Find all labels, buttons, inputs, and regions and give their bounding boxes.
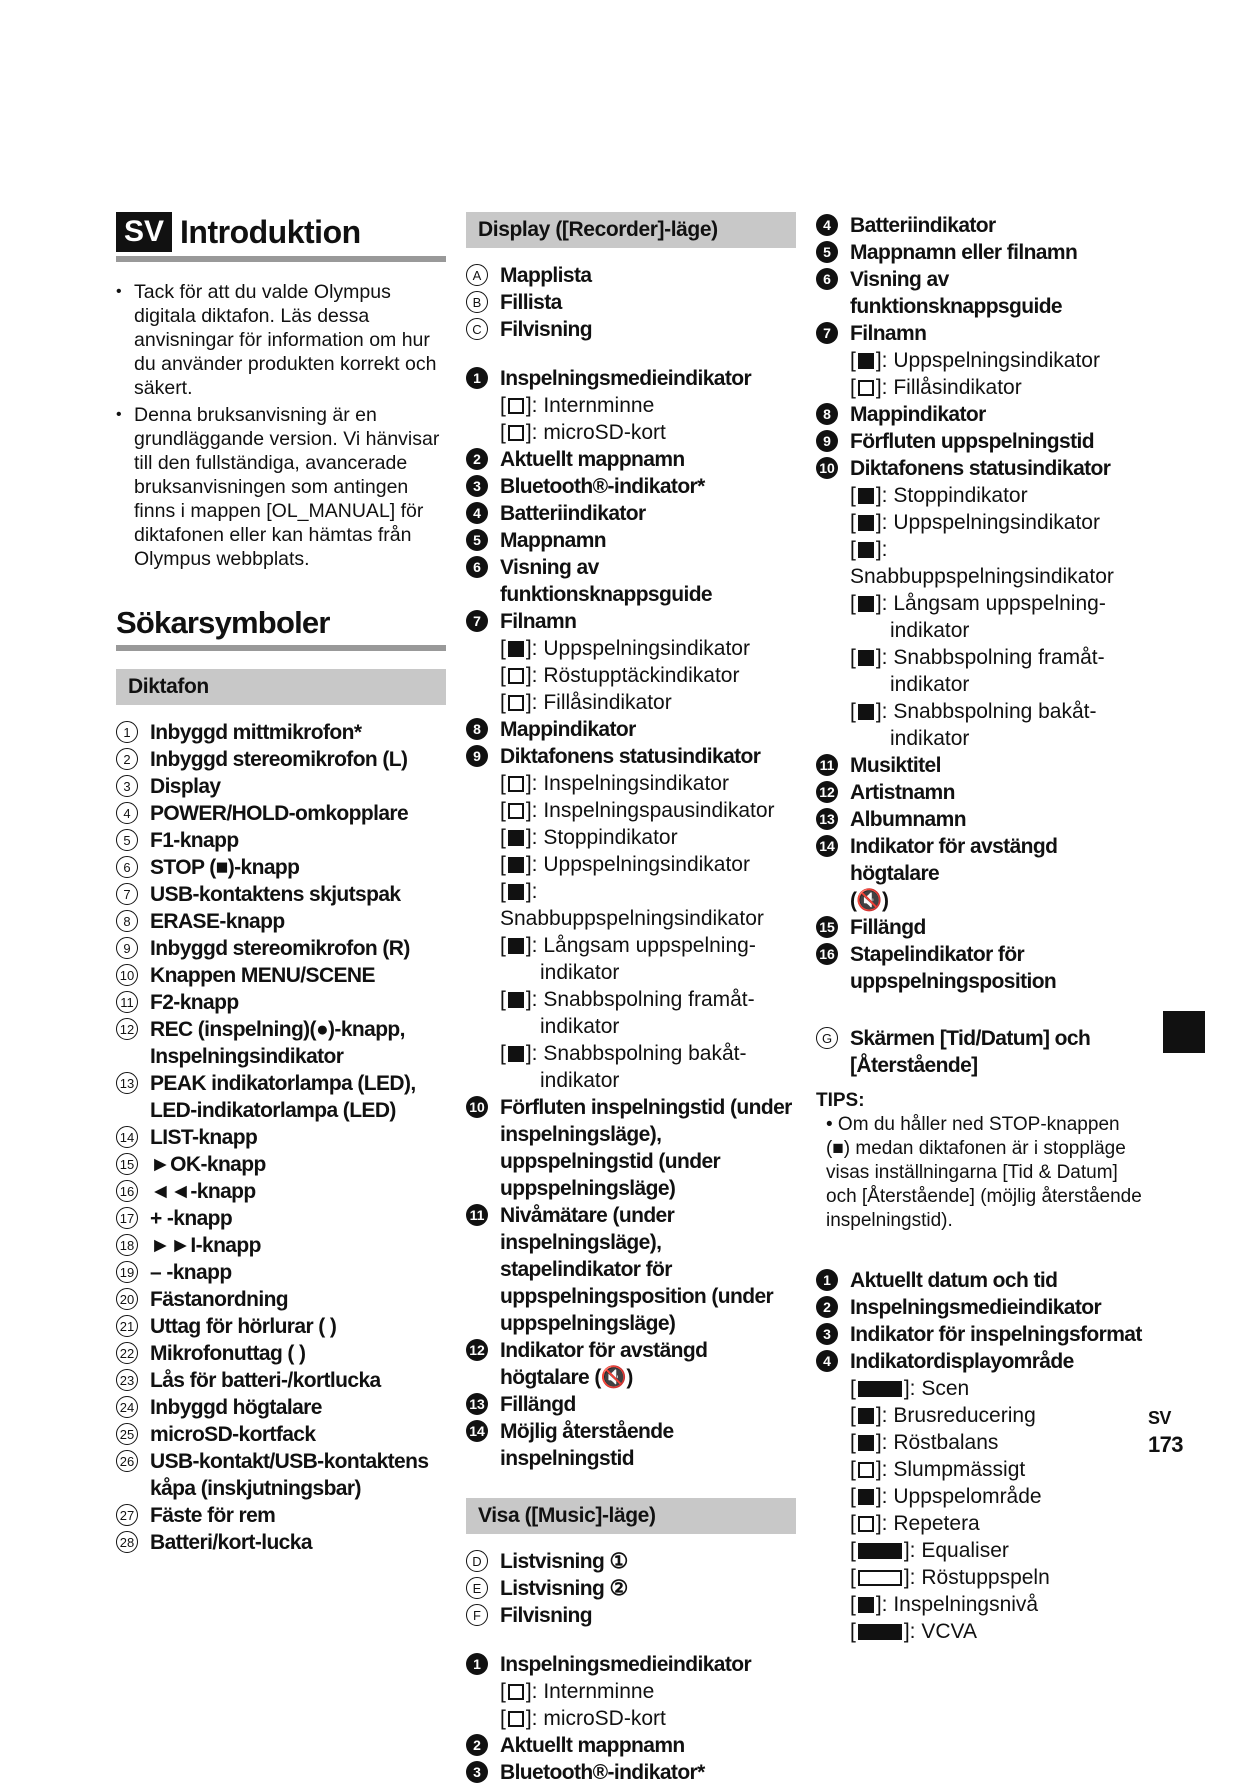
sub-item: [ ]: microSD-kort bbox=[500, 421, 666, 444]
number-marker: 12 bbox=[116, 1018, 138, 1040]
list-item: G Skärmen [Tid/Datum] och [Återstående] bbox=[816, 1025, 1146, 1079]
sub-item: [ ]: Internminne bbox=[500, 1680, 655, 1703]
symbol-item bbox=[116, 1178, 446, 1205]
screen-g-list bbox=[816, 1025, 1146, 1079]
letter-marker: E bbox=[466, 1577, 488, 1599]
number-marker: 8 bbox=[116, 910, 138, 932]
sub-item: [ ]: Inspelningsindikator bbox=[500, 772, 729, 795]
number-marker: 4 bbox=[116, 802, 138, 824]
page-number: 173 bbox=[1148, 1432, 1183, 1457]
list-item: D Listvisning ① bbox=[466, 1548, 796, 1575]
letter-marker: G bbox=[816, 1027, 838, 1049]
symbol-label: F2-knapp bbox=[150, 991, 239, 1014]
rewind-icon bbox=[508, 1046, 524, 1062]
stop-icon bbox=[858, 488, 874, 504]
symbol-label: PEAK indikatorlampa (LED), LED-indikatorlampa (LED) bbox=[150, 1072, 416, 1122]
sub-item: [ ]: Stoppindikator bbox=[850, 484, 1028, 507]
repeat-icon bbox=[858, 1516, 874, 1532]
intro-bullet: • Denna bruksanvisning är en grundläggande version. Vi hänvisar till den fullständiga, avancerade bruksanvisningen som antingen finns i mappen [OL_MANUAL] för diktafonen eller kan hämtas från Olympus webbplats. bbox=[116, 403, 446, 571]
list-item: 1 Inspelningsmedieindikator bbox=[466, 365, 796, 392]
tips-text: • Om du håller ned STOP-knappen (■) medan diktafonen är i stoppläge visas inställningarna [Tid & Datum] och [Återstående] (möjlig återstående inspelningstid). bbox=[826, 1114, 1142, 1231]
number-marker: 11 bbox=[116, 991, 138, 1013]
list-item: 10 Förfluten inspelningstid (under inspelningsläge), uppspelningstid (under uppspelningsläge) bbox=[466, 1094, 796, 1202]
symbol-item bbox=[116, 881, 446, 908]
list-item: 3 Indikator för inspelningsformat bbox=[816, 1321, 1146, 1348]
column-middle bbox=[466, 212, 796, 1786]
intro-heading bbox=[116, 212, 446, 252]
internal-memory-icon bbox=[508, 398, 524, 414]
number-marker: 13 bbox=[116, 1072, 138, 1094]
list-item: 13 Fillängd bbox=[466, 1391, 796, 1418]
list-item: 11 Musiktitel bbox=[816, 752, 1146, 779]
symbol-item bbox=[116, 854, 446, 881]
lock-icon bbox=[508, 695, 524, 711]
number-marker: 21 bbox=[116, 1315, 138, 1337]
number-marker: 25 bbox=[116, 1423, 138, 1445]
number-marker: 3 bbox=[116, 775, 138, 797]
list-item: 1 Inspelningsmedieindikator bbox=[466, 1651, 796, 1678]
sub-item: [ ]: Snabbuppspelningsindikator bbox=[500, 880, 764, 930]
column-left bbox=[116, 212, 446, 1556]
stop-icon bbox=[508, 830, 524, 846]
list-item: B Fillista bbox=[466, 289, 796, 316]
list-item: 3 Bluetooth®-indikator* bbox=[466, 473, 796, 500]
number-marker: 5 bbox=[116, 829, 138, 851]
symbol-item bbox=[116, 1016, 446, 1070]
search-symbols-rule bbox=[116, 645, 446, 651]
number-marker: 14 bbox=[116, 1126, 138, 1148]
symbol-item bbox=[116, 1259, 446, 1286]
rec-level-icon bbox=[858, 1597, 874, 1613]
symbol-label: ►OK-knapp bbox=[150, 1153, 266, 1176]
symbol-item bbox=[116, 1151, 446, 1178]
list-item: 8 Mappindikator bbox=[816, 401, 1146, 428]
list-item: 6 Visning av funktionsknappsguide bbox=[466, 554, 796, 608]
play-area-icon bbox=[858, 1489, 874, 1505]
sub-item: [ ]: Långsam uppspelning- indikator bbox=[500, 934, 756, 984]
number-marker: 1 bbox=[116, 721, 138, 743]
list-item: 11 Nivåmätare (under inspelningsläge), stapelindikator för uppspelningsposition (under uppspelningsläge) bbox=[466, 1202, 796, 1337]
symbol-label: Inbyggd mittmikrofon* bbox=[150, 721, 362, 744]
list-item: 13 Albumnamn bbox=[816, 806, 1146, 833]
list-item: 8 Mappindikator bbox=[466, 716, 796, 743]
sub-item: [ ]: Snabbspolning bakåt- indikator bbox=[850, 700, 1097, 750]
number-marker: 17 bbox=[116, 1207, 138, 1229]
symbol-label: STOP (■)-knapp bbox=[150, 856, 300, 879]
symbol-label: ERASE-knapp bbox=[150, 910, 285, 933]
music-numbered-list-a bbox=[466, 1651, 796, 1786]
number-marker: 19 bbox=[116, 1261, 138, 1283]
music-numbered-list-b bbox=[816, 212, 1146, 995]
symbol-item bbox=[116, 1448, 446, 1502]
list-item: 2 Aktuellt mappnamn bbox=[466, 446, 796, 473]
symbol-label: Lås för batteri-/kortlucka bbox=[150, 1369, 381, 1392]
voice-balance-icon bbox=[858, 1435, 874, 1451]
play-icon bbox=[508, 641, 524, 657]
symbol-item bbox=[116, 962, 446, 989]
list-item: 9 Förfluten uppspelningstid bbox=[816, 428, 1146, 455]
rewind-icon bbox=[858, 704, 874, 720]
fast-play-icon bbox=[858, 542, 874, 558]
list-item: 9 Diktafonens statusindikator bbox=[466, 743, 796, 770]
screen-g-numbered-list bbox=[816, 1267, 1146, 1645]
symbol-label: Knappen MENU/SCENE bbox=[150, 964, 375, 987]
symbol-item bbox=[116, 719, 446, 746]
symbol-item bbox=[116, 1421, 446, 1448]
letter-marker: A bbox=[466, 264, 488, 286]
sub-item: [ ]: Röstupptäckindikator bbox=[500, 664, 740, 687]
number-marker: 16 bbox=[116, 1180, 138, 1202]
symbol-label: ►►I-knapp bbox=[150, 1234, 261, 1257]
list-item: A Mapplista bbox=[466, 262, 796, 289]
symbol-item bbox=[116, 1367, 446, 1394]
random-icon bbox=[858, 1462, 874, 1478]
list-item: 12 Artistnamn bbox=[816, 779, 1146, 806]
number-marker: 9 bbox=[116, 937, 138, 959]
intro-title: Introduktion bbox=[180, 213, 361, 250]
symbol-label: Inbyggd stereomikrofon (L) bbox=[150, 748, 408, 771]
list-item: F Filvisning bbox=[466, 1602, 796, 1629]
sub-item: [ ]: Equaliser bbox=[850, 1539, 1009, 1562]
list-item: 7 Filnamn bbox=[466, 608, 796, 635]
scene-icon bbox=[858, 1381, 902, 1397]
list-item: 1 Aktuellt datum och tid bbox=[816, 1267, 1146, 1294]
sub-item: [ ]: Scen bbox=[850, 1377, 970, 1400]
sub-item: [ ]: Uppspelområde bbox=[850, 1485, 1042, 1508]
symbol-label: Inbyggd stereomikrofon (R) bbox=[150, 937, 410, 960]
symbol-item bbox=[116, 1340, 446, 1367]
play-icon bbox=[858, 515, 874, 531]
list-item: 7 Filnamn bbox=[816, 320, 1146, 347]
number-marker: 6 bbox=[116, 856, 138, 878]
symbol-label: – -knapp bbox=[150, 1261, 232, 1284]
voice-playback-icon bbox=[858, 1570, 902, 1586]
sub-item: [ ]: Snabbspolning framåt- indikator bbox=[850, 646, 1105, 696]
list-item: C Filvisning bbox=[466, 316, 796, 343]
sub-item: [ ]: Stoppindikator bbox=[500, 826, 678, 849]
internal-memory-icon bbox=[508, 1684, 524, 1700]
fast-play-icon bbox=[508, 884, 524, 900]
tips-heading: TIPS: bbox=[816, 1090, 865, 1111]
list-item: 10 Diktafonens statusindikator bbox=[816, 455, 1146, 482]
symbol-label: Display bbox=[150, 775, 221, 798]
sub-item: [ ]: microSD-kort bbox=[500, 1707, 666, 1730]
list-item: 4 Batteriindikator bbox=[816, 212, 1146, 239]
list-item: 6 Visning av funktionsknappsguide bbox=[816, 266, 1146, 320]
speaker-mute-icon: (🔇) bbox=[594, 1366, 633, 1389]
list-item: 2 Aktuellt mappnamn bbox=[466, 1732, 796, 1759]
recorder-display-heading: Display ([Recorder]-läge) bbox=[466, 212, 796, 248]
number-marker: 27 bbox=[116, 1504, 138, 1526]
list-item: E Listvisning ② bbox=[466, 1575, 796, 1602]
slow-play-icon bbox=[858, 596, 874, 612]
sub-item: [ ]: Uppspelningsindikator bbox=[850, 349, 1100, 372]
symbol-item bbox=[116, 1502, 446, 1529]
symbol-label: USB-kontaktens skjutspak bbox=[150, 883, 401, 906]
symbol-item bbox=[116, 1124, 446, 1151]
sub-item: [ ]: Uppspelningsindikator bbox=[500, 853, 750, 876]
letter-marker: F bbox=[466, 1604, 488, 1626]
sub-item: [ ]: Snabbspolning framåt- indikator bbox=[500, 988, 755, 1038]
number-marker: 24 bbox=[116, 1396, 138, 1418]
intro-bullets bbox=[116, 280, 446, 571]
symbol-item bbox=[116, 989, 446, 1016]
list-item: (🔇) bbox=[850, 889, 889, 912]
number-marker: 23 bbox=[116, 1369, 138, 1391]
symbol-item bbox=[116, 746, 446, 773]
symbol-label: Fästanordning bbox=[150, 1288, 289, 1311]
microsd-icon bbox=[508, 425, 524, 441]
symbol-item bbox=[116, 1070, 446, 1124]
symbol-label: USB-kontakt/USB-kontaktens kåpa (inskjutningsbar) bbox=[150, 1450, 429, 1500]
speaker-mute-icon: 🔇 bbox=[856, 889, 882, 912]
symbol-label: Inbyggd högtalare bbox=[150, 1396, 322, 1419]
fast-forward-icon bbox=[858, 650, 874, 666]
sub-item: [ ]: Fillåsindikator bbox=[500, 691, 672, 714]
symbol-label: Fäste för rem bbox=[150, 1504, 276, 1527]
sub-item: [ ]: Repetera bbox=[850, 1512, 980, 1535]
footer-language: SV bbox=[1148, 1408, 1171, 1428]
music-display-heading: Visa ([Music]-läge) bbox=[466, 1498, 796, 1534]
number-marker: 26 bbox=[116, 1450, 138, 1472]
symbol-label: F1-knapp bbox=[150, 829, 239, 852]
sub-item: [ ]: Röstbalans bbox=[850, 1431, 999, 1454]
symbol-item bbox=[116, 773, 446, 800]
list-item: 5 Mappnamn eller filnamn bbox=[816, 239, 1146, 266]
play-icon bbox=[508, 857, 524, 873]
letter-marker: D bbox=[466, 1550, 488, 1572]
lock-icon bbox=[858, 380, 874, 396]
recorder-numbered-list bbox=[466, 365, 796, 1472]
number-marker: 7 bbox=[116, 883, 138, 905]
sub-item: [ ]: Snabbuppspelningsindikator bbox=[850, 538, 1114, 588]
noise-cancel-icon bbox=[858, 1408, 874, 1424]
sub-item: [ ]: Internminne bbox=[500, 394, 655, 417]
list-item: 5 Mappnamn bbox=[466, 527, 796, 554]
equalizer-icon bbox=[858, 1543, 902, 1559]
symbol-label: microSD-kortfack bbox=[150, 1423, 316, 1446]
play-icon bbox=[858, 353, 874, 369]
record-icon bbox=[508, 776, 524, 792]
number-marker: 20 bbox=[116, 1288, 138, 1310]
sub-item: [ ]: Slumpmässigt bbox=[850, 1458, 1026, 1481]
number-marker: 2 bbox=[116, 748, 138, 770]
intro-bullet: • Tack för att du valde Olympus digitala diktafon. Läs dessa anvisningar för information om hur du använder produkten korrekt och säkert. bbox=[116, 280, 446, 400]
list-item: 16 Stapelindikator för uppspelningsposition bbox=[816, 941, 1146, 995]
symbol-label: + -knapp bbox=[150, 1207, 233, 1230]
search-symbols-title: Sökarsymboler bbox=[116, 605, 330, 640]
symbol-item bbox=[116, 827, 446, 854]
intro-rule bbox=[116, 256, 446, 262]
symbol-item bbox=[116, 1205, 446, 1232]
music-letter-list bbox=[466, 1548, 796, 1629]
recorder-letter-list bbox=[466, 262, 796, 343]
column-right bbox=[816, 212, 1146, 1645]
voice-detect-icon bbox=[508, 668, 524, 684]
sub-item: [ ]: Röstuppspeln bbox=[850, 1566, 1050, 1589]
sub-item: [ ]: Uppspelningsindikator bbox=[500, 637, 750, 660]
letter-marker: B bbox=[466, 291, 488, 313]
number-marker: 28 bbox=[116, 1531, 138, 1553]
symbol-item bbox=[116, 908, 446, 935]
list-item: 3 Bluetooth®-indikator* bbox=[466, 1759, 796, 1786]
sub-item: [ ]: Fillåsindikator bbox=[850, 376, 1022, 399]
list-item: 4 Indikatordisplayområde bbox=[816, 1348, 1146, 1375]
symbol-label: Batteri/kort-lucka bbox=[150, 1531, 312, 1554]
symbol-item bbox=[116, 800, 446, 827]
symbol-label: ◄◄-knapp bbox=[150, 1180, 256, 1203]
list-item: 2 Inspelningsmedieindikator bbox=[816, 1294, 1146, 1321]
number-marker: 22 bbox=[116, 1342, 138, 1364]
list-item: 12 Indikator för avstängd högtalare (🔇) bbox=[466, 1337, 796, 1391]
diktafon-heading: Diktafon bbox=[116, 669, 446, 705]
list-item: 14 Möjlig återstående inspelningstid bbox=[466, 1418, 796, 1472]
symbol-label: LIST-knapp bbox=[150, 1126, 258, 1149]
symbol-label: Mikrofonuttag ( ) bbox=[150, 1342, 306, 1365]
language-badge: SV bbox=[116, 212, 172, 252]
symbol-item bbox=[116, 1313, 446, 1340]
number-marker: 10 bbox=[116, 964, 138, 986]
symbol-item bbox=[116, 1394, 446, 1421]
symbol-list bbox=[116, 719, 446, 1556]
microsd-icon bbox=[508, 1711, 524, 1727]
symbol-item bbox=[116, 1529, 446, 1556]
symbol-label: POWER/HOLD-omkopplare bbox=[150, 802, 409, 825]
list-item: 15 Fillängd bbox=[816, 914, 1146, 941]
sub-item: [ ]: VCVA bbox=[850, 1620, 977, 1643]
sub-item: [ ]: Inspelningspausindikator bbox=[500, 799, 775, 822]
record-pause-icon bbox=[508, 803, 524, 819]
fast-forward-icon bbox=[508, 992, 524, 1008]
sub-item: [ ]: Långsam uppspelning- indikator bbox=[850, 592, 1106, 642]
slow-play-icon bbox=[508, 938, 524, 954]
symbol-item bbox=[116, 1232, 446, 1259]
sub-item: [ ]: Brusreducering bbox=[850, 1404, 1036, 1427]
symbol-item bbox=[116, 935, 446, 962]
symbol-label: Uttag för hörlurar ( ) bbox=[150, 1315, 337, 1338]
symbol-item bbox=[116, 1286, 446, 1313]
list-item: 4 Batteriindikator bbox=[466, 500, 796, 527]
symbol-label: REC (inspelning)(●)-knapp, Inspelningsindikator bbox=[150, 1018, 405, 1068]
vcva-icon bbox=[858, 1624, 902, 1640]
number-marker: 18 bbox=[116, 1234, 138, 1256]
section-tab-marker bbox=[1163, 1011, 1205, 1053]
letter-marker: C bbox=[466, 318, 488, 340]
sub-item: [ ]: Inspelningsnivå bbox=[850, 1593, 1039, 1616]
sub-item: [ ]: Snabbspolning bakåt- indikator bbox=[500, 1042, 747, 1092]
sub-item: [ ]: Uppspelningsindikator bbox=[850, 511, 1100, 534]
tips-block bbox=[816, 1089, 1146, 1233]
list-item: 14 Indikator för avstängd högtalare bbox=[816, 833, 1146, 887]
number-marker: 15 bbox=[116, 1153, 138, 1175]
